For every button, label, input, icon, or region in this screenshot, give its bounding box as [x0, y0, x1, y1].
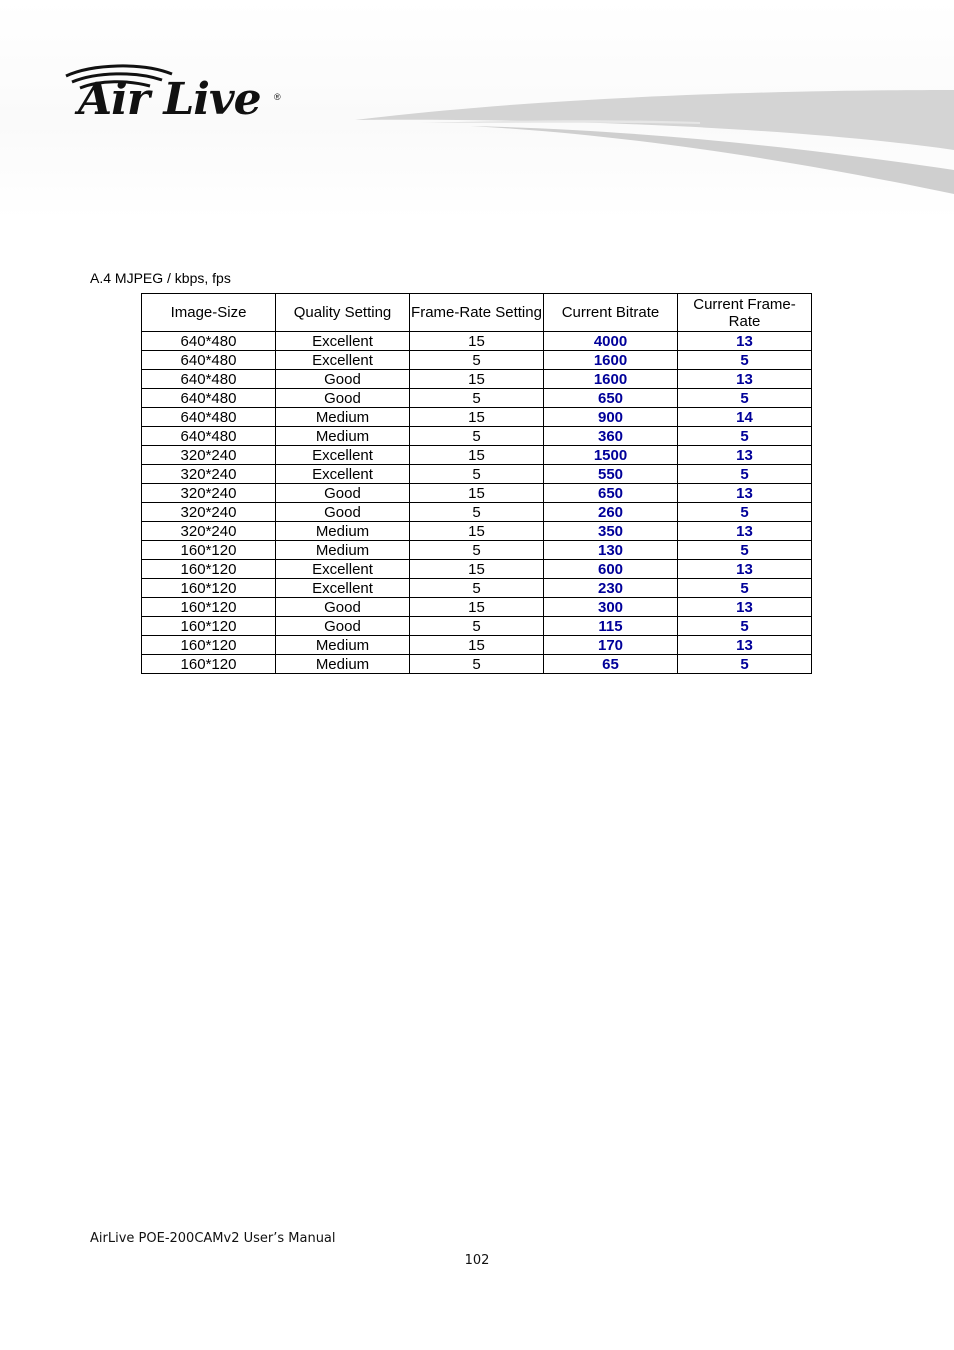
- table-cell: 130: [544, 541, 678, 560]
- table-row: [142, 332, 812, 351]
- table-body: [142, 332, 812, 674]
- table-cell: 640*480: [142, 370, 276, 389]
- table-cell: 170: [544, 636, 678, 655]
- table-row: [142, 351, 812, 370]
- table-cell: 5: [678, 427, 812, 446]
- table-cell: 5: [678, 465, 812, 484]
- table-cell: 5: [410, 465, 544, 484]
- table-cell: 5: [410, 351, 544, 370]
- table-row: [142, 522, 812, 541]
- table-cell: 5: [678, 389, 812, 408]
- table-cell: 15: [410, 560, 544, 579]
- table-cell: 5: [410, 579, 544, 598]
- table-row: [142, 617, 812, 636]
- table-cell: 15: [410, 522, 544, 541]
- table-cell: 320*240: [142, 503, 276, 522]
- registered-mark: ®: [274, 92, 281, 102]
- table-row: [142, 560, 812, 579]
- table-cell: 13: [678, 560, 812, 579]
- column-header: Current Frame-Rate: [678, 294, 812, 332]
- table-cell: 1600: [544, 370, 678, 389]
- table-cell: 160*120: [142, 579, 276, 598]
- table-cell: 640*480: [142, 351, 276, 370]
- table-row: [142, 503, 812, 522]
- table-cell: 640*480: [142, 389, 276, 408]
- table-cell: 5: [678, 503, 812, 522]
- table-cell: 1600: [544, 351, 678, 370]
- table-cell: 160*120: [142, 560, 276, 579]
- table-cell: Good: [276, 598, 410, 617]
- table-cell: 5: [678, 617, 812, 636]
- column-header: Current Bitrate: [544, 294, 678, 332]
- table-cell: 15: [410, 370, 544, 389]
- table-row: [142, 389, 812, 408]
- column-header: Image-Size: [142, 294, 276, 332]
- table-cell: Medium: [276, 522, 410, 541]
- table-cell: 14: [678, 408, 812, 427]
- table-cell: 640*480: [142, 332, 276, 351]
- table-cell: Excellent: [276, 332, 410, 351]
- table-header-row: [142, 294, 812, 332]
- table-cell: 640*480: [142, 408, 276, 427]
- table-cell: Good: [276, 503, 410, 522]
- table-cell: Medium: [276, 541, 410, 560]
- table-cell: 13: [678, 446, 812, 465]
- table-cell: 650: [544, 484, 678, 503]
- table-cell: Medium: [276, 427, 410, 446]
- table-cell: 600: [544, 560, 678, 579]
- table-cell: Excellent: [276, 579, 410, 598]
- table-row: [142, 465, 812, 484]
- table-cell: Good: [276, 370, 410, 389]
- table-cell: 15: [410, 598, 544, 617]
- table-row: [142, 408, 812, 427]
- table-cell: 160*120: [142, 655, 276, 674]
- table-cell: 4000: [544, 332, 678, 351]
- table-cell: 230: [544, 579, 678, 598]
- table-cell: 65: [544, 655, 678, 674]
- table-cell: 15: [410, 636, 544, 655]
- table-row: [142, 636, 812, 655]
- table-cell: 260: [544, 503, 678, 522]
- footer-manual-title: AirLive POE-200CAMv2 User’s Manual: [90, 1231, 336, 1246]
- table-cell: 900: [544, 408, 678, 427]
- table-cell: Good: [276, 484, 410, 503]
- table-row: [142, 655, 812, 674]
- table-cell: Excellent: [276, 560, 410, 579]
- table-cell: 15: [410, 408, 544, 427]
- table-row: [142, 598, 812, 617]
- table-cell: 5: [678, 541, 812, 560]
- table-cell: Medium: [276, 655, 410, 674]
- column-header: Quality Setting: [276, 294, 410, 332]
- section-caption: A.4 MJPEG / kbps, fps: [90, 270, 231, 286]
- table-cell: Medium: [276, 636, 410, 655]
- table-row: [142, 541, 812, 560]
- column-header: Frame-Rate Setting: [410, 294, 544, 332]
- table-cell: 15: [410, 332, 544, 351]
- table-cell: 115: [544, 617, 678, 636]
- table-row: [142, 579, 812, 598]
- table-cell: 5: [678, 351, 812, 370]
- table-cell: 5: [410, 389, 544, 408]
- page-header: [0, 0, 954, 220]
- table-cell: 350: [544, 522, 678, 541]
- table-row: [142, 370, 812, 389]
- table-row: [142, 446, 812, 465]
- table-cell: 160*120: [142, 598, 276, 617]
- table-cell: 160*120: [142, 636, 276, 655]
- table-cell: 320*240: [142, 446, 276, 465]
- table-cell: 5: [678, 655, 812, 674]
- table-cell: 13: [678, 370, 812, 389]
- table-cell: 160*120: [142, 617, 276, 636]
- table-cell: Good: [276, 389, 410, 408]
- table-cell: 360: [544, 427, 678, 446]
- table-cell: 13: [678, 484, 812, 503]
- table-cell: 5: [410, 541, 544, 560]
- table-cell: 13: [678, 598, 812, 617]
- table-cell: 5: [410, 617, 544, 636]
- table-cell: 320*240: [142, 522, 276, 541]
- table-cell: 13: [678, 332, 812, 351]
- table-cell: Excellent: [276, 465, 410, 484]
- airlive-logo-wordmark: Air Live: [78, 74, 261, 125]
- table-cell: 15: [410, 484, 544, 503]
- table-cell: 300: [544, 598, 678, 617]
- table-cell: 320*240: [142, 484, 276, 503]
- table-cell: 5: [410, 655, 544, 674]
- table-cell: 15: [410, 446, 544, 465]
- table-cell: 640*480: [142, 427, 276, 446]
- table-row: [142, 427, 812, 446]
- table-cell: Excellent: [276, 351, 410, 370]
- table-cell: Good: [276, 617, 410, 636]
- table-row: [142, 484, 812, 503]
- table-cell: Excellent: [276, 446, 410, 465]
- table-cell: 5: [678, 579, 812, 598]
- table-cell: Medium: [276, 408, 410, 427]
- mjpeg-bitrate-table: [141, 293, 812, 674]
- table-cell: 1500: [544, 446, 678, 465]
- table-cell: 650: [544, 389, 678, 408]
- table-cell: 160*120: [142, 541, 276, 560]
- table-cell: 5: [410, 427, 544, 446]
- table-cell: 550: [544, 465, 678, 484]
- page-number: 102: [464, 1253, 490, 1268]
- table-cell: 5: [410, 503, 544, 522]
- table-cell: 13: [678, 636, 812, 655]
- table-cell: 320*240: [142, 465, 276, 484]
- table-cell: 13: [678, 522, 812, 541]
